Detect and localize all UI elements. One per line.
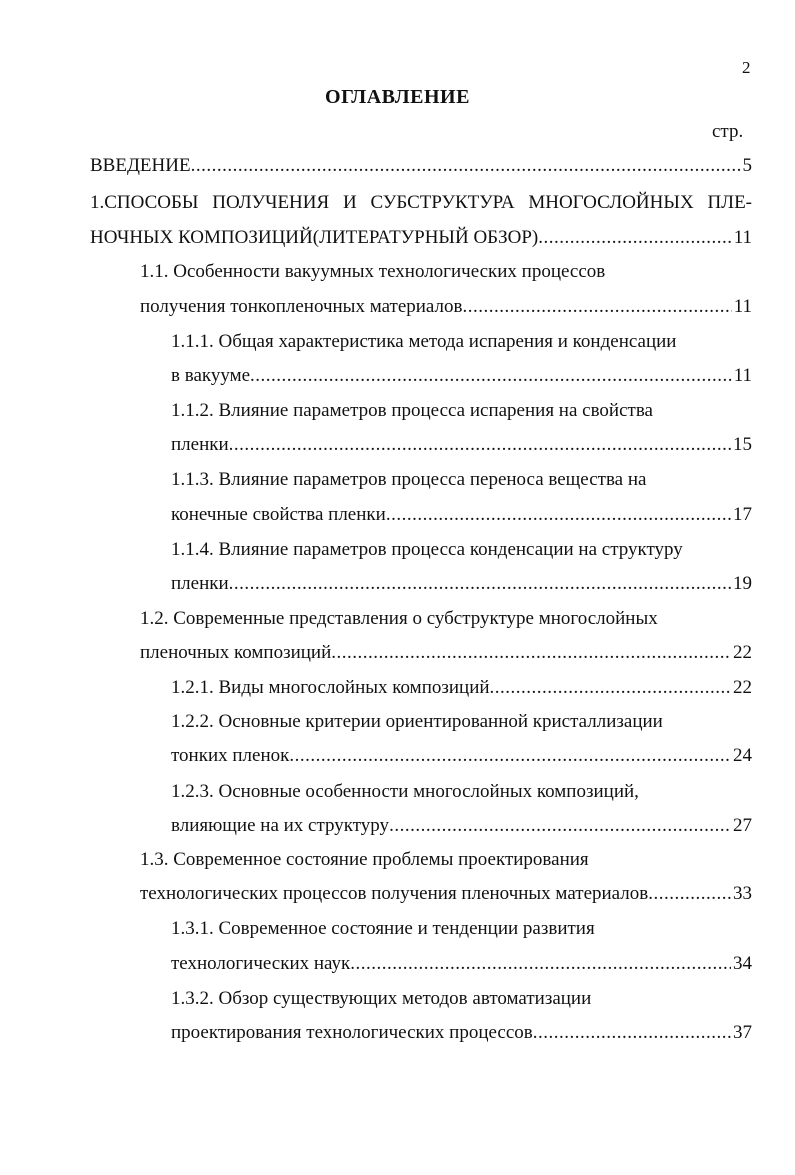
toc-entry-1-3-1[interactable] [171,951,752,977]
toc-entry-1-1-3[interactable] [171,502,752,528]
toc-entry-page: 5 [742,155,752,176]
toc-entry-page: 37 [733,1022,752,1043]
dot-leader [386,502,731,528]
toc-entry-page: 11 [733,227,752,248]
toc-entry-text: 1.2.1. Виды многослойных композиций [171,677,490,698]
toc-entry-1-3-2[interactable] [171,1020,752,1046]
toc-entry-text: конечные свойства пленки [171,504,386,525]
toc-entry-1-2-line1[interactable]: 1.2. Современные представления о субструктуре многослойных [140,608,658,629]
dot-leader [331,640,731,666]
toc-entry-page: 19 [733,573,752,594]
toc-entry-page: 22 [733,642,752,663]
toc-entry-1-2[interactable] [140,640,752,666]
toc-entry-page: 33 [733,883,752,904]
toc-entry-text: технологических наук [171,953,351,974]
toc-entry-text: получения тонкопленочных материалов [140,296,463,317]
toc-entry-page: 11 [733,296,752,317]
toc-entry-page: 22 [733,677,752,698]
toc-entry-1-3[interactable] [140,881,752,907]
dot-leader [229,571,731,597]
toc-entry-page: 34 [733,953,752,974]
toc-entry-text: влияющие на их структуру [171,815,390,836]
toc-entry-1-1-line1[interactable]: 1.1. Особенности вакуумных технологических процессов [140,261,606,282]
toc-entry-text: тонких пленок [171,745,290,766]
toc-entry-1-2-2[interactable] [171,743,752,769]
dot-leader [648,881,731,907]
toc-entry-page: 15 [733,434,752,455]
toc-entry-1-1-4[interactable] [171,571,752,597]
toc-entry-1-1-1[interactable] [171,363,752,389]
dot-leader [191,153,741,179]
page-number: 2 [742,58,751,77]
toc-entry-1-3-1-line1[interactable]: 1.3.1. Современное состояние и тенденции развития [171,918,595,939]
toc-entry-chapter-1[interactable] [90,225,752,251]
dot-leader [389,813,731,839]
toc-entry-1-2-2-line1[interactable]: 1.2.2. Основные критерии ориентированной кристаллизации [171,711,663,732]
toc-entry-text: пленочных композиций [140,642,332,663]
toc-entry-text: технологических процессов получения пленочных материалов [140,883,649,904]
toc-entry-1-1-4-line1[interactable]: 1.1.4. Влияние параметров процесса конденсации на структуру [171,539,683,560]
toc-entry-chapter-1-line1[interactable]: 1.СПОСОБЫ ПОЛУЧЕНИЯ И СУБСТРУКТУРА МНОГОСЛОЙНЫХ ПЛЕ- [90,192,752,213]
toc-entry-text: НОЧНЫХ КОМПОЗИЦИЙ(ЛИТЕРАТУРНЫЙ ОБЗОР) [90,227,539,248]
toc-entry-page: 24 [733,745,752,766]
dot-leader [289,743,731,769]
toc-entry-1-3-line1[interactable]: 1.3. Современное состояние проблемы проектирования [140,849,589,870]
toc-entry-1-1-1-line1[interactable]: 1.1.1. Общая характеристика метода испарения и конденсации [171,331,677,352]
toc-entry-1-3-2-line1[interactable]: 1.3.2. Обзор существующих методов автоматизации [171,988,592,1009]
toc-entry-page: 27 [733,815,752,836]
dot-leader [490,675,731,701]
toc-entry-1-2-3[interactable] [171,813,752,839]
toc-entry-text: пленки [171,434,229,455]
toc-entry-1-1[interactable] [140,294,752,320]
toc-entry-page: 17 [733,504,752,525]
toc-entry-page: 11 [733,365,752,386]
dot-leader [250,363,732,389]
dot-leader [533,1020,731,1046]
page-column-label: стр. [712,121,744,142]
dot-leader [463,294,732,320]
toc-entry-1-2-1[interactable] [171,675,752,701]
toc-entry-text: в вакууме [171,365,251,386]
toc-entry-introduction[interactable] [90,153,752,179]
toc-entry-1-1-3-line1[interactable]: 1.1.3. Влияние параметров процесса переноса вещества на [171,469,647,490]
toc-entry-1-1-2-line1[interactable]: 1.1.2. Влияние параметров процесса испарения на свойства [171,400,653,421]
toc-entry-text: ВВЕДЕНИЕ [90,155,191,176]
page-title: ОГЛАВЛЕНИЕ [325,86,470,108]
toc-entry-text: проектирования технологических процессов [171,1022,533,1043]
toc-entry-1-2-3-line1[interactable]: 1.2.3. Основные особенности многослойных композиций, [171,781,639,802]
dot-leader [538,225,731,251]
toc-entry-text: пленки [171,573,229,594]
dot-leader [229,432,731,458]
toc-entry-1-1-2[interactable] [171,432,752,458]
dot-leader [350,951,731,977]
